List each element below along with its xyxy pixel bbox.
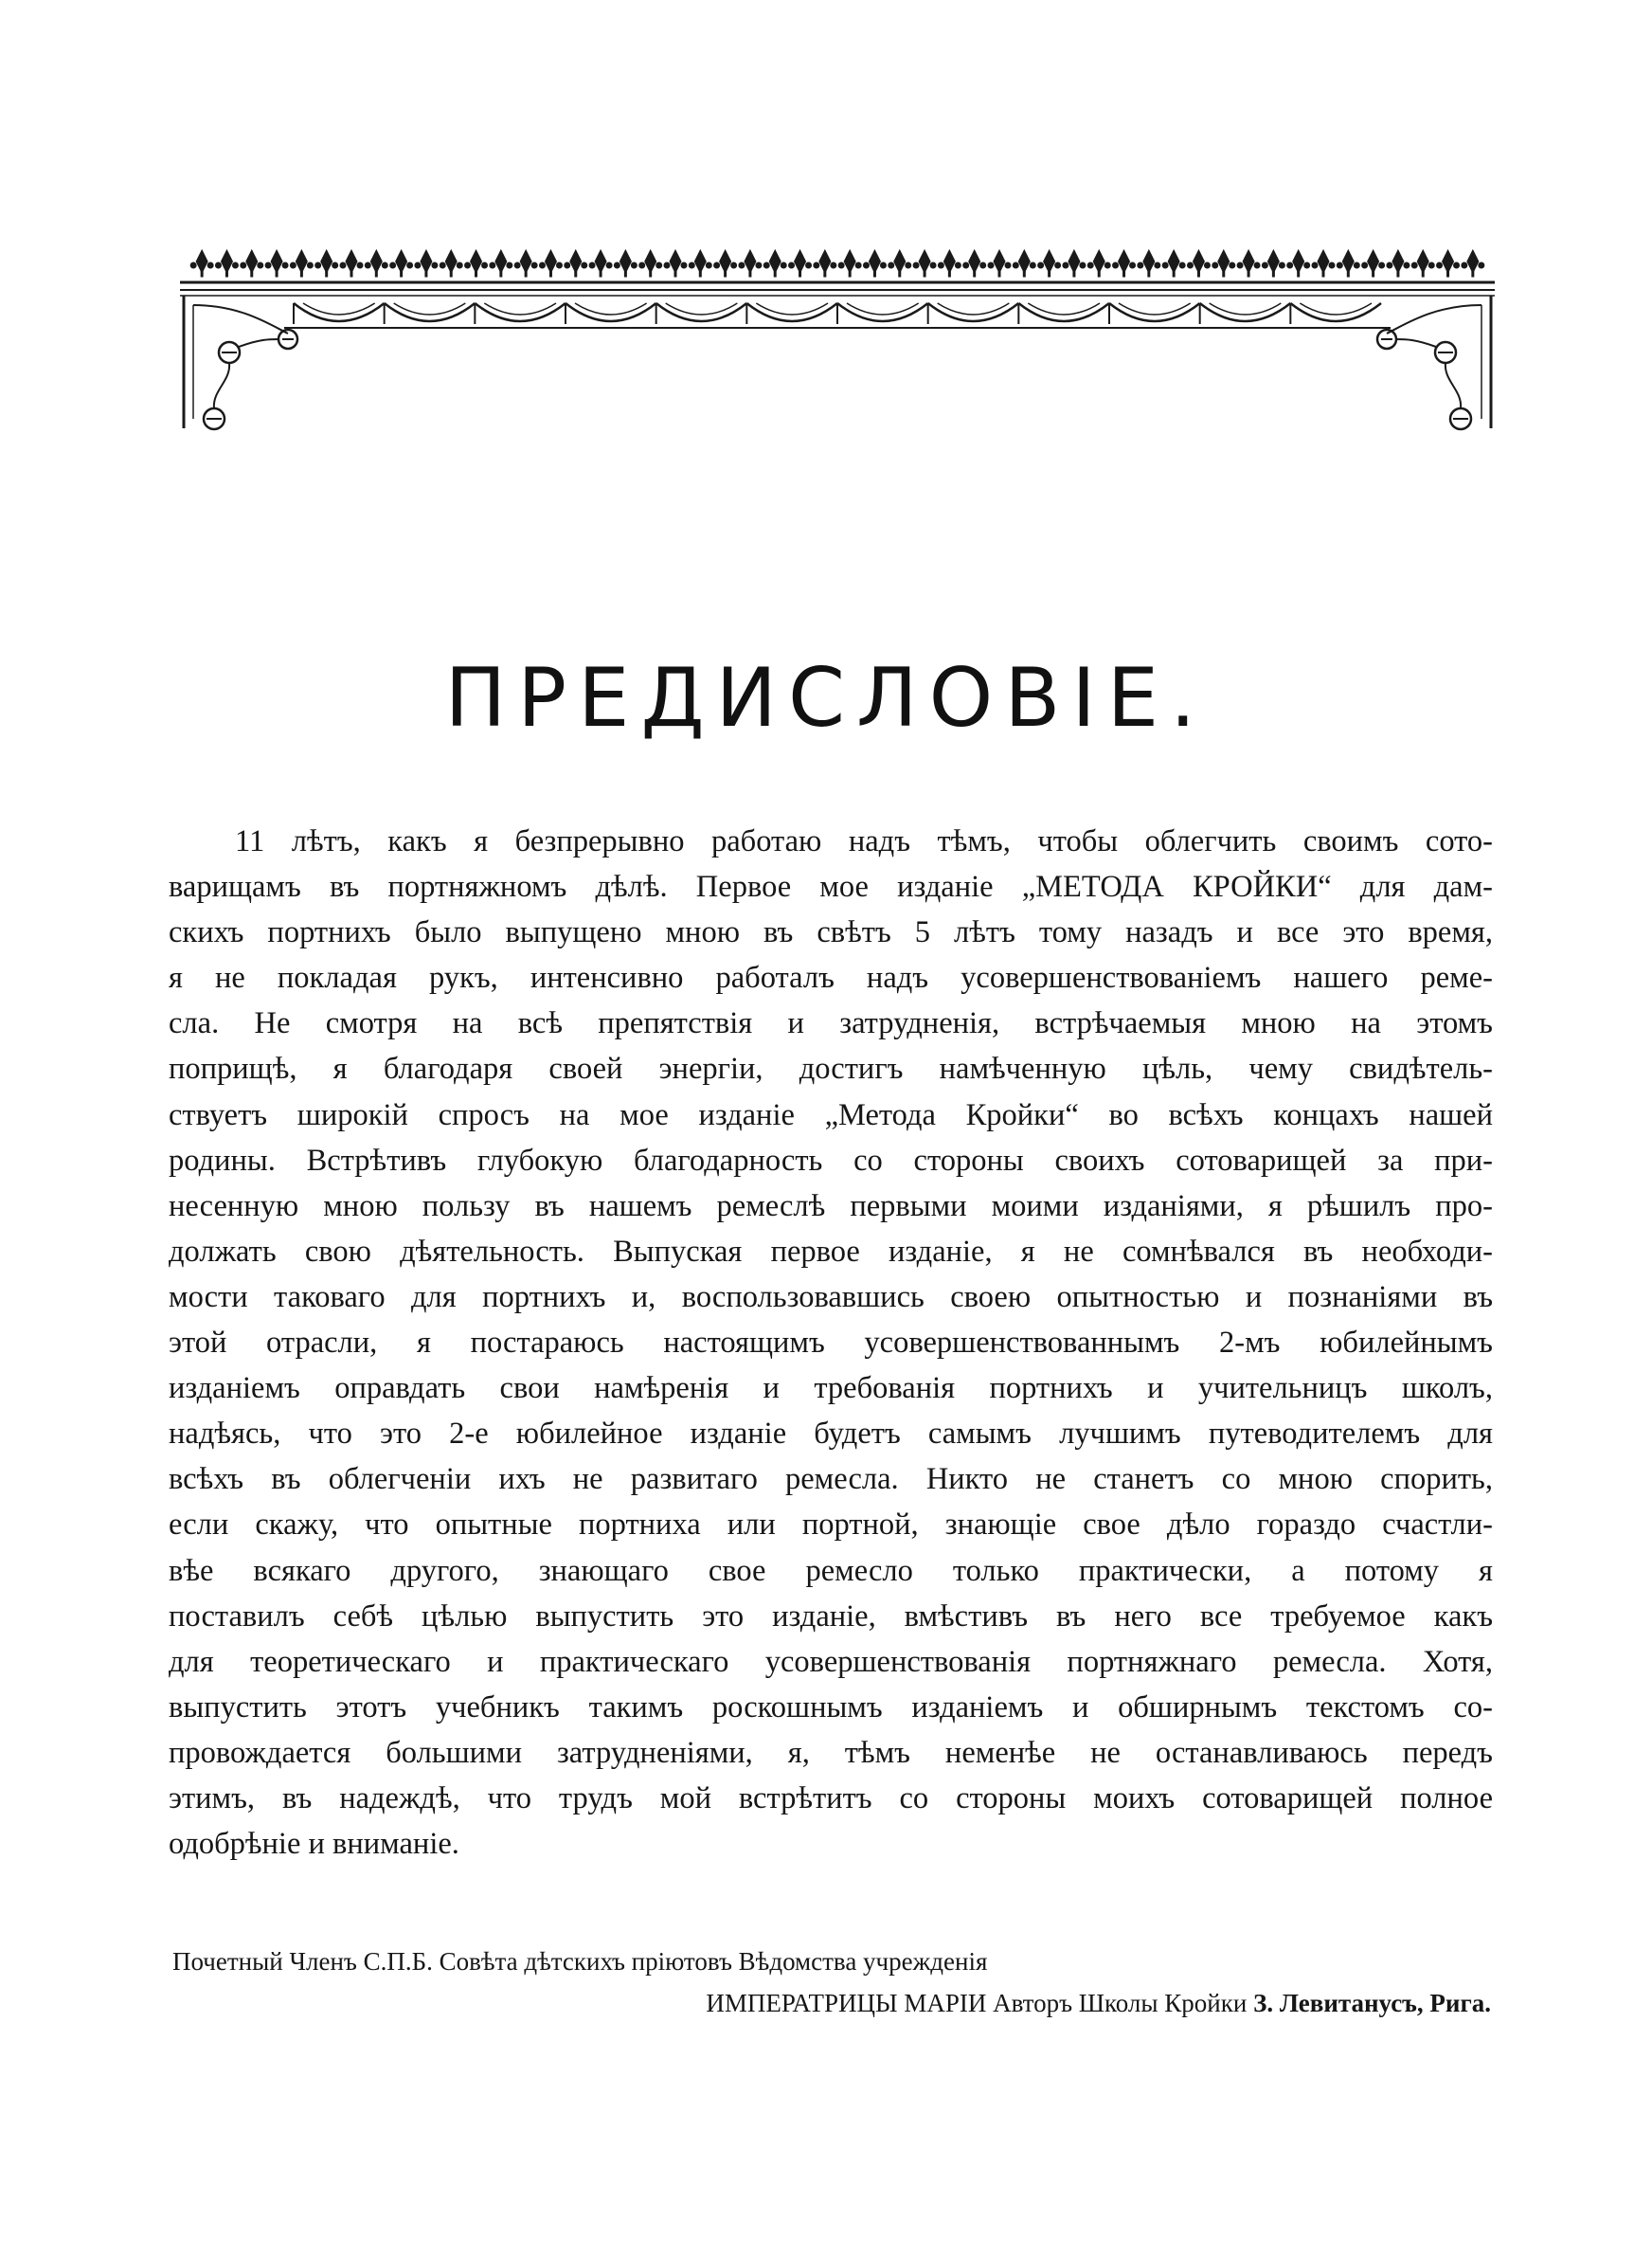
signature-prefix: ИМПЕРАТРИЦЫ МАРІИ Авторъ Школы Кройки bbox=[706, 1989, 1248, 2017]
preface-line: поставилъ себѣ цѣлью выпустить это изданіе, вмѣстивъ въ него все требуемое какъ bbox=[169, 1598, 1493, 1634]
preface-line: этой отрасли, я постараюсь настоящимъ усовершенствованнымъ 2-мъ юбилейнымъ bbox=[169, 1326, 1493, 1361]
preface-line: если скажу, что опытные портниха или портной, знающіе свое дѣло гораздо счастли- bbox=[169, 1508, 1493, 1543]
preface-body bbox=[169, 819, 1493, 1867]
preface-line: провождается большими затрудненіями, я, тѣмъ неменѣе не останавливаюсь передъ bbox=[169, 1735, 1493, 1770]
preface-line: скихъ портнихъ было выпущено мною въ свѣтъ 5 лѣтъ тому назадъ и все это время, bbox=[169, 915, 1493, 950]
preface-line: родины. Встрѣтивъ глубокую благодарность со стороны своихъ сотоварищей за при- bbox=[169, 1143, 1493, 1178]
preface-line: вѣе всякаго другого, знающаго свое ремесло только практически, а потому я bbox=[169, 1553, 1493, 1588]
ornamental-frieze-icon bbox=[180, 248, 1495, 438]
author-name: З. Левитанусъ, Рига. bbox=[1253, 1989, 1491, 2017]
preface-line: сла. Не смотря на всѣ препятствія и затрудненія, встрѣчаемыя мною на этомъ bbox=[169, 1006, 1493, 1041]
preface-line: мости таковаго для портнихъ и, воспользовавшись своею опытностью и познаніями въ bbox=[169, 1279, 1493, 1314]
signature-block bbox=[172, 1941, 1499, 2024]
page-title: ПРЕДИСЛОВІЕ. bbox=[444, 651, 1208, 746]
preface-line: для теоретическаго и практическаго усовершенствованія портняжнаго ремесла. Хотя, bbox=[169, 1644, 1493, 1679]
preface-line: одобрѣніе и вниманіе. bbox=[169, 1827, 459, 1862]
preface-line: варищамъ въ портняжномъ дѣлѣ. Первое мое изданіе „МЕТОДА КРОЙКИ“ для дам- bbox=[169, 870, 1493, 905]
signature-line-2 bbox=[172, 1982, 1499, 2024]
preface-line: ствуетъ широкій спросъ на мое изданіе „Метода Кройки“ во всѣхъ концахъ нашей bbox=[169, 1097, 1493, 1132]
preface-line: несенную мною пользу въ нашемъ ремеслѣ первыми моими изданіями, я рѣшилъ про- bbox=[169, 1188, 1493, 1223]
preface-line: изданіемъ оправдать свои намѣренія и требованія портнихъ и учительницъ школъ, bbox=[169, 1371, 1493, 1406]
preface-line: выпустить этотъ учебникъ такимъ роскошнымъ изданіемъ и обширнымъ текстомъ со- bbox=[169, 1689, 1493, 1724]
header-ornament bbox=[180, 248, 1495, 438]
preface-line: я не покладая рукъ, интенсивно работалъ надъ усовершенствованіемъ нашего реме- bbox=[169, 961, 1493, 996]
preface-line: надѣясь, что это 2-е юбилейное изданіе будетъ самымъ лучшимъ путеводителемъ для bbox=[169, 1417, 1493, 1452]
preface-line: всѣхъ въ облегченіи ихъ не развитаго ремесла. Никто не станетъ со мною спорить, bbox=[169, 1462, 1493, 1497]
preface-line: 11 лѣтъ, какъ я безпрерывно работаю надъ тѣмъ, чтобы облегчить своимъ сото- bbox=[235, 824, 1493, 858]
preface-line: этимъ, въ надеждѣ, что трудъ мой встрѣтитъ со стороны моихъ сотоварищей полное bbox=[169, 1780, 1493, 1815]
preface-line: должать свою дѣятельность. Выпуская первое изданіе, я не сомнѣвался въ необходи- bbox=[169, 1234, 1493, 1269]
preface-line: поприщѣ, я благодаря своей энергіи, достигъ намѣченную цѣль, чему свидѣтель- bbox=[169, 1052, 1493, 1087]
signature-line-1: Почетный Членъ С.П.Б. Совѣта дѣтскихъ пріютовъ Вѣдомства учрежденія bbox=[172, 1947, 988, 1976]
